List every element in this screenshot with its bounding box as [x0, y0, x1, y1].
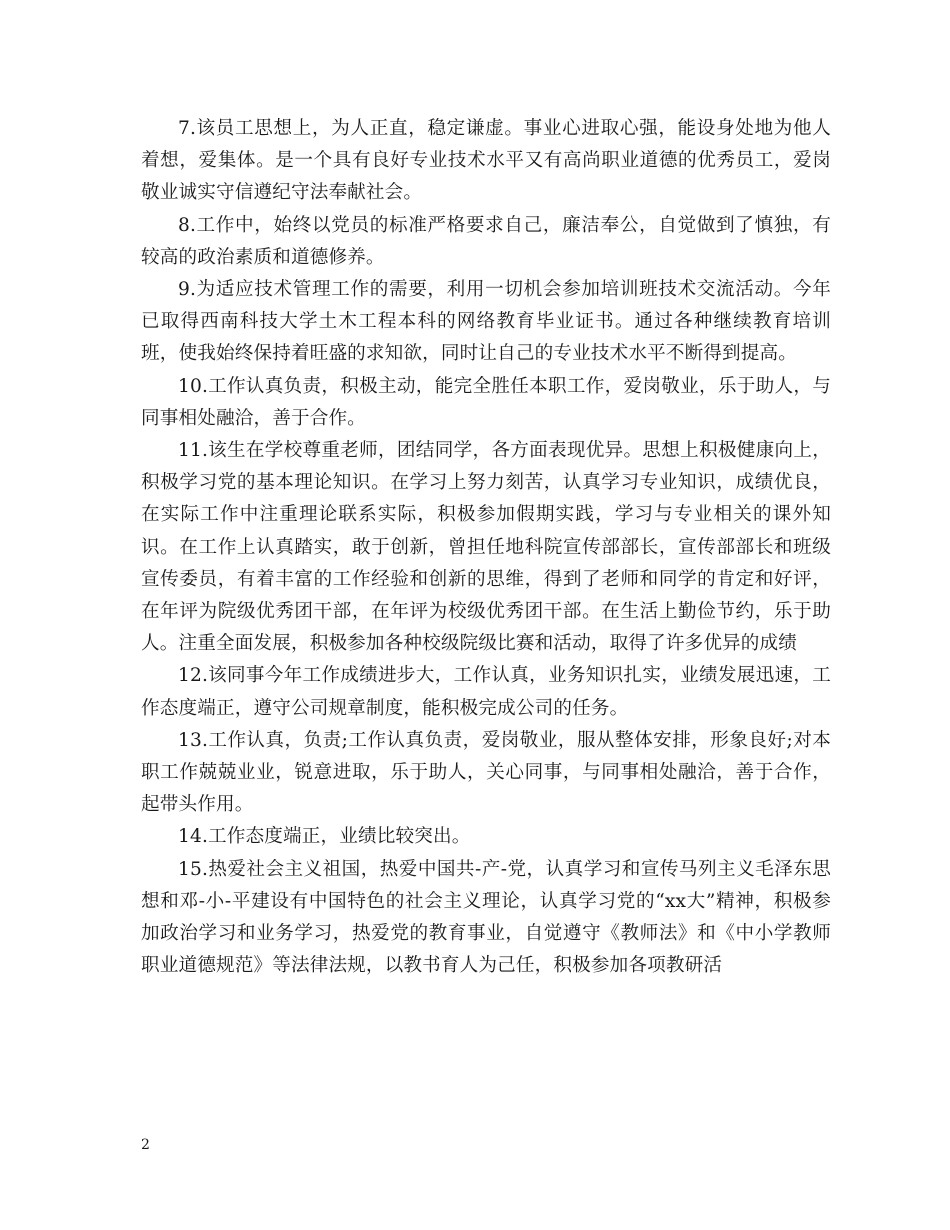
- paragraph-14: 14.工作态度端正，业绩比较突出。: [178, 826, 471, 848]
- paragraph-11: 11.该生在学校尊重老师，团结同学，各方面表现优异。思想上积极健康向上，积极学习党的基本理论知识。在学习上努力刻苦，认真学习专业知识，成绩优良，在实际工作中注重理论联系实际，积极参加假期实践，学习与专业相关的课外知识。在工作上认真踏实，敢于创新，曾担任地科院宣传部部长，宣传部部长和班级宣传委员，有着丰富的工作经验和创新的思维，得到了老师和同学的肯定和好评，在年评为院级优秀团干部，在年评为校级优秀团干部。在生活上勤俭节约，乐于助人。注重全面发展，积极参加各种校级院级比赛和活动，取得了许多优异的成绩: [141, 440, 831, 655]
- paragraph-8: 8.工作中，始终以党员的标准严格要求自己，廉洁奉公，自觉做到了慎独，有较高的政治素质和道德修养。: [141, 214, 831, 268]
- paragraph-13: 13.工作认真，负责;工作认真负责，爱岗敬业，服从整体安排，形象良好;对本职工作兢兢业业，锐意进取，乐于助人，关心同事，与同事相处融洽，善于合作，起带头作用。: [141, 729, 831, 816]
- page-number: 2: [141, 1137, 150, 1153]
- paragraph-7: 7.该员工思想上，为人正直，稳定谦虚。事业心进取心强，能设身处地为他人着想，爱集体。是一个具有良好专业技术水平又有高尚职业道德的优秀员工，爱岗敬业诚实守信遵纪守法奉献社会。: [141, 118, 831, 204]
- paragraph-9: 9.为适应技术管理工作的需要，利用一切机会参加培训班技术交流活动。今年已取得西南科技大学土木工程本科的网络教育毕业证书。通过各种继续教育培训班，使我始终保持着旺盛的求知欲，同时让自己的专业技术水平不断得到提高。: [141, 279, 831, 365]
- paragraph-10: 10.工作认真负责，积极主动，能完全胜任本职工作，爱岗敬业，乐于助人，与同事相处融洽，善于合作。: [141, 375, 831, 429]
- document-body: [141, 113, 831, 982]
- paragraph-15: 15.热爱社会主义祖国，热爱中国共-产-党，认真学习和宣传马列主义毛泽东思想和邓-小-平建设有中国特色的社会主义理论，认真学习党的“xx大”精神，积极参加政治学习和业务学习，热爱党的教育事业，自觉遵守《教师法》和《中小学教师职业道德规范》等法律法规，以教书育人为己任，积极参加各项教研活: [141, 858, 831, 977]
- paragraph-12: 12.该同事今年工作成绩进步大，工作认真，业务知识扎实，业绩发展迅速，工作态度端正，遵守公司规章制度，能积极完成公司的任务。: [141, 665, 831, 719]
